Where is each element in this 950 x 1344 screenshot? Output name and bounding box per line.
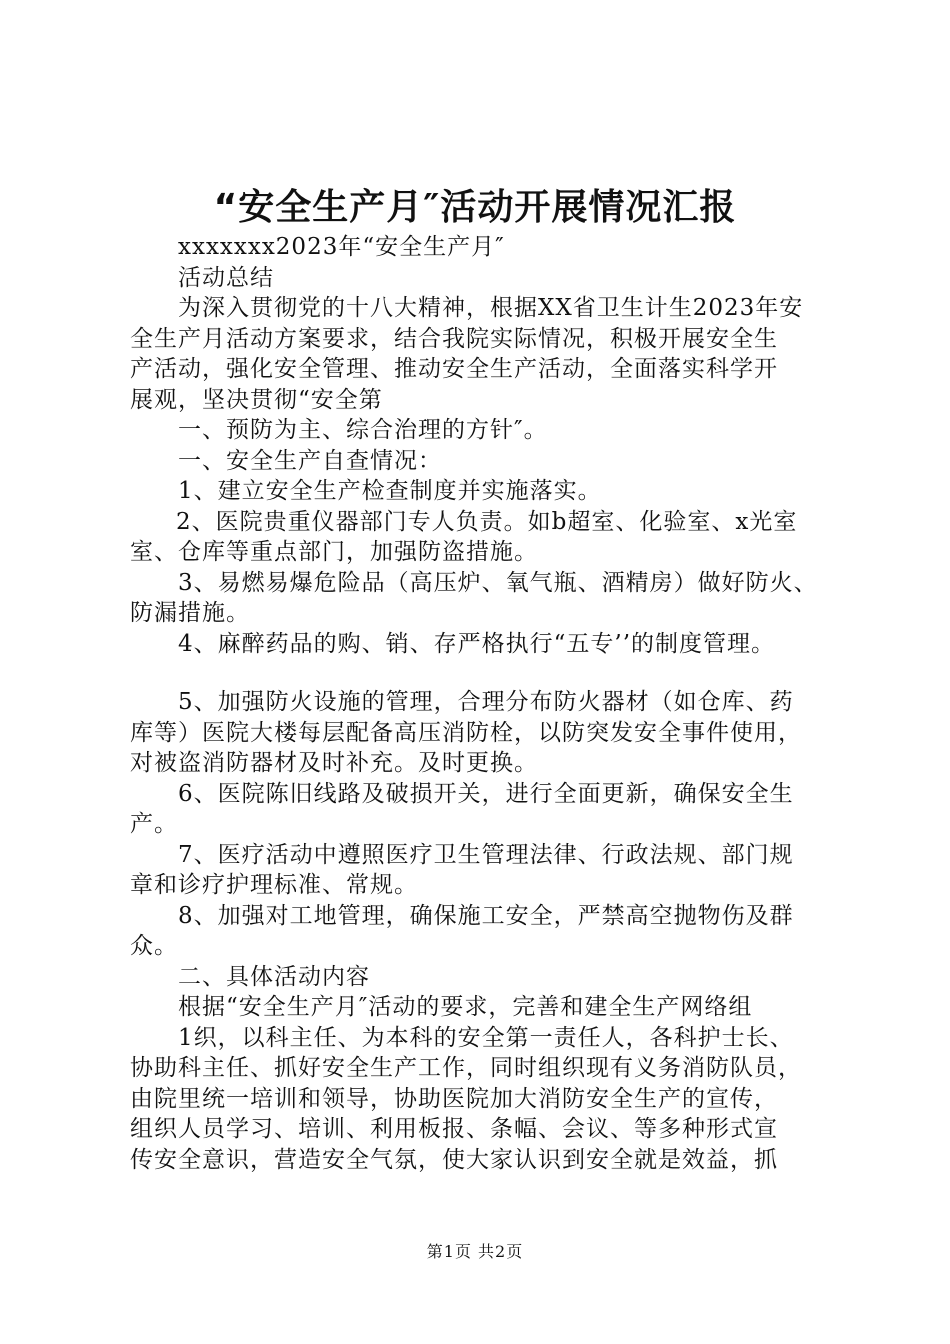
section-heading: 一、安全生产自查情况： [178, 447, 442, 474]
page-number-footer: 第1页 共2页 [426, 1242, 524, 1261]
body-line: 传安全意识，营造安全气氛，使大家认识到安全就是效益，抓 [130, 1146, 778, 1173]
body-line: 根据“安全生产月″活动的要求，完善和建全生产网络组 [178, 994, 753, 1020]
body-line: 室、仓库等重点部门，加强防盗措施。 [130, 539, 538, 565]
body-line: 7、医疗活动中遵照医疗卫生管理法律、行政法规、部门规 [178, 841, 794, 868]
body-line: 产活动，强化安全管理、推动安全生产活动，全面落实科学开 [130, 356, 778, 382]
body-line: 库等）医院大楼每层配备高压消防栓，以防突发安全事件使用， [130, 719, 802, 746]
body-line: 1、建立安全生产检查制度并实施落实。 [178, 478, 602, 504]
body-line: 一、预防为主、综合治理的方针″。 [178, 417, 548, 443]
body-line: 由院里统一培训和领导，协助医院加大消防安全生产的宣传， [130, 1085, 778, 1112]
body-line: 5、加强防火设施的管理，合理分布防火器材（如仓库、药 [178, 689, 794, 715]
body-line: 众。 [130, 933, 178, 959]
body-line: 对被盗消防器材及时补充。及时更换。 [130, 750, 538, 776]
body-line: 3、易燃易爆危险品（高压炉、氧气瓶、酒精房）做好防火、 [178, 569, 818, 596]
body-line: 全生产月活动方案要求，结合我院实际情况，积极开展安全生 [130, 325, 778, 352]
body-line: 展观，坚决贯彻“安全第 [130, 386, 383, 413]
body-line: 协助科主任、抓好安全生产工作，同时组织现有义务消防队员， [130, 1055, 802, 1081]
document-title: “安全生产月″活动开展情况汇报 [213, 187, 737, 228]
body-line: 1织，以科主任、为本科的安全第一责任人，各科护士长、 [178, 1024, 794, 1051]
body-line: 产。 [130, 811, 178, 837]
body-line: 6、医院陈旧线路及破损开关，进行全面更新，确保安全生 [178, 780, 794, 807]
body-line: 防漏措施。 [130, 600, 250, 626]
body-line: 8、加强对工地管理，确保施工安全，严禁高空抛物伤及群 [178, 902, 794, 929]
body-line: 为深入贯彻党的十八大精神，根据XX省卫生计生2023年安 [178, 295, 804, 321]
section-heading: 二、具体活动内容 [178, 963, 370, 990]
body-line: 组织人员学习、培训、利用板报、条幅、会议、等多种形式宣 [130, 1116, 778, 1142]
document-body [130, 232, 835, 1175]
body-line: xxxxxxx2023年“安全生产月″ [178, 234, 505, 260]
body-line: 2、医院贵重仪器部门专人负责。如b超室、化验室、x光室 [176, 508, 798, 535]
body-line: 4、麻醉药品的购、销、存严格执行“五专’’的制度管理。 [178, 630, 776, 657]
body-line: 章和诊疗护理标准、常规。 [130, 872, 418, 898]
paragraph-gap [130, 659, 835, 687]
body-line: 活动总结 [178, 264, 274, 291]
